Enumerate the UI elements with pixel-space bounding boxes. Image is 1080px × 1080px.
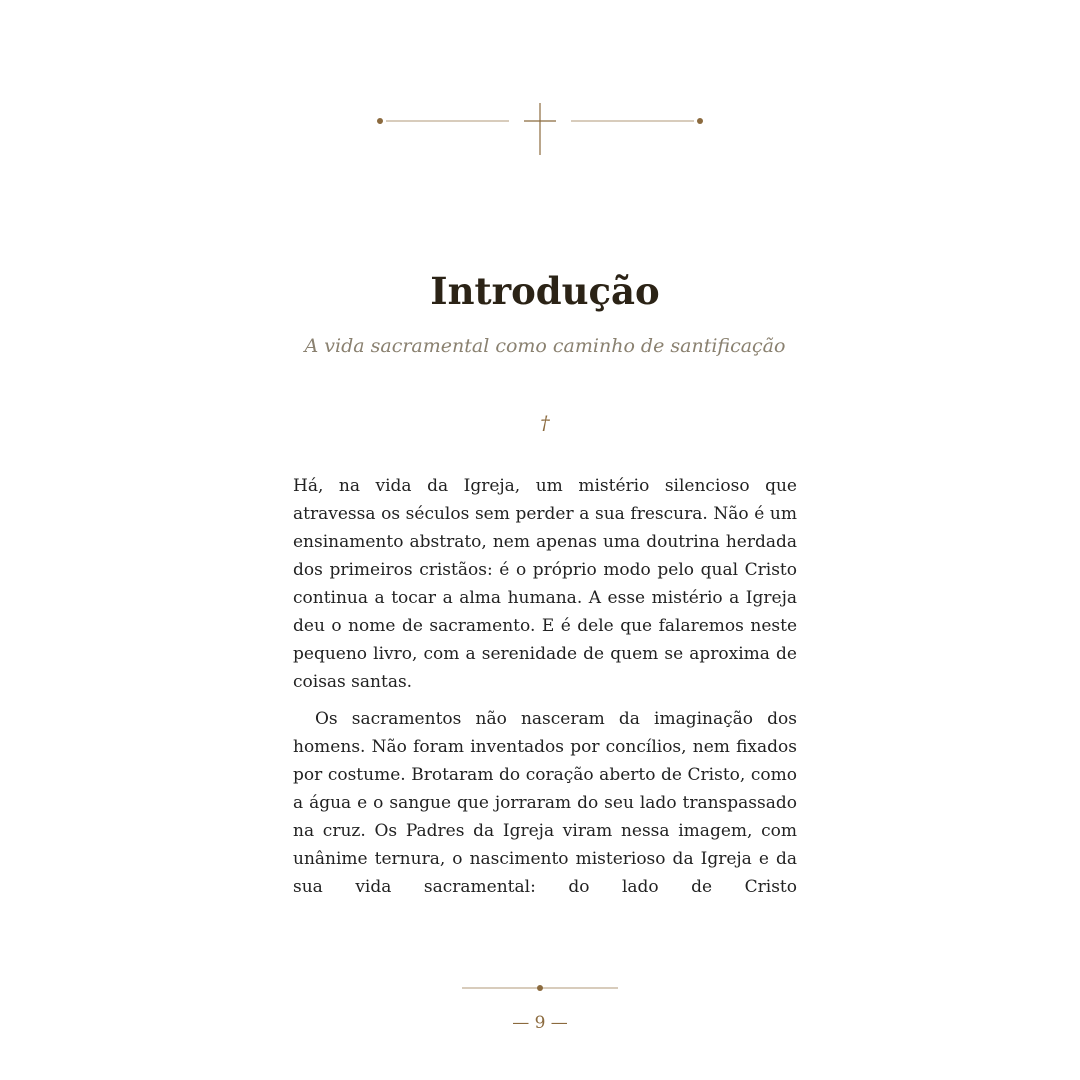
cross-divider-icon	[370, 100, 710, 158]
chapter-title: Introdução	[430, 269, 660, 313]
dagger-separator: †	[540, 412, 550, 434]
footer-dot	[537, 985, 543, 991]
page-number: — 9 —	[512, 1013, 568, 1033]
body-text	[293, 472, 797, 900]
paragraph-1: Há, na vida da Igreja, um mistério silencioso que atravessa os séculos sem perder a sua frescura. Não é um ensinamento abstrato, nem apenas uma doutrina herdada dos primeiros cristãos: é o próprio modo pelo qual Cristo continua a tocar a alma humana. A esse mistério a Igreja deu o nome de sacramento. E é dele que falaremos neste pequeno livro, com a serenidade de quem se aproxima de coisas santas.	[293, 476, 797, 692]
ornament-dot-right	[697, 118, 703, 124]
dot-divider-icon	[462, 982, 618, 994]
ornament-dot-left	[377, 118, 383, 124]
chapter-subtitle: A vida sacramental como caminho de santificação	[304, 335, 786, 357]
paragraph-2: Os sacramentos não nasceram da imaginação dos homens. Não foram inventados por concílios, nem fixados por costume. Brotaram do coração aberto de Cristo, como a água e o sangue que jorraram do seu lado transpassado na cruz. Os Padres da Igreja viram nessa imagem, com unânime ternura, o nascimento misterioso da Igreja e da sua vida sacramental: do lado de Cristo	[293, 709, 797, 897]
